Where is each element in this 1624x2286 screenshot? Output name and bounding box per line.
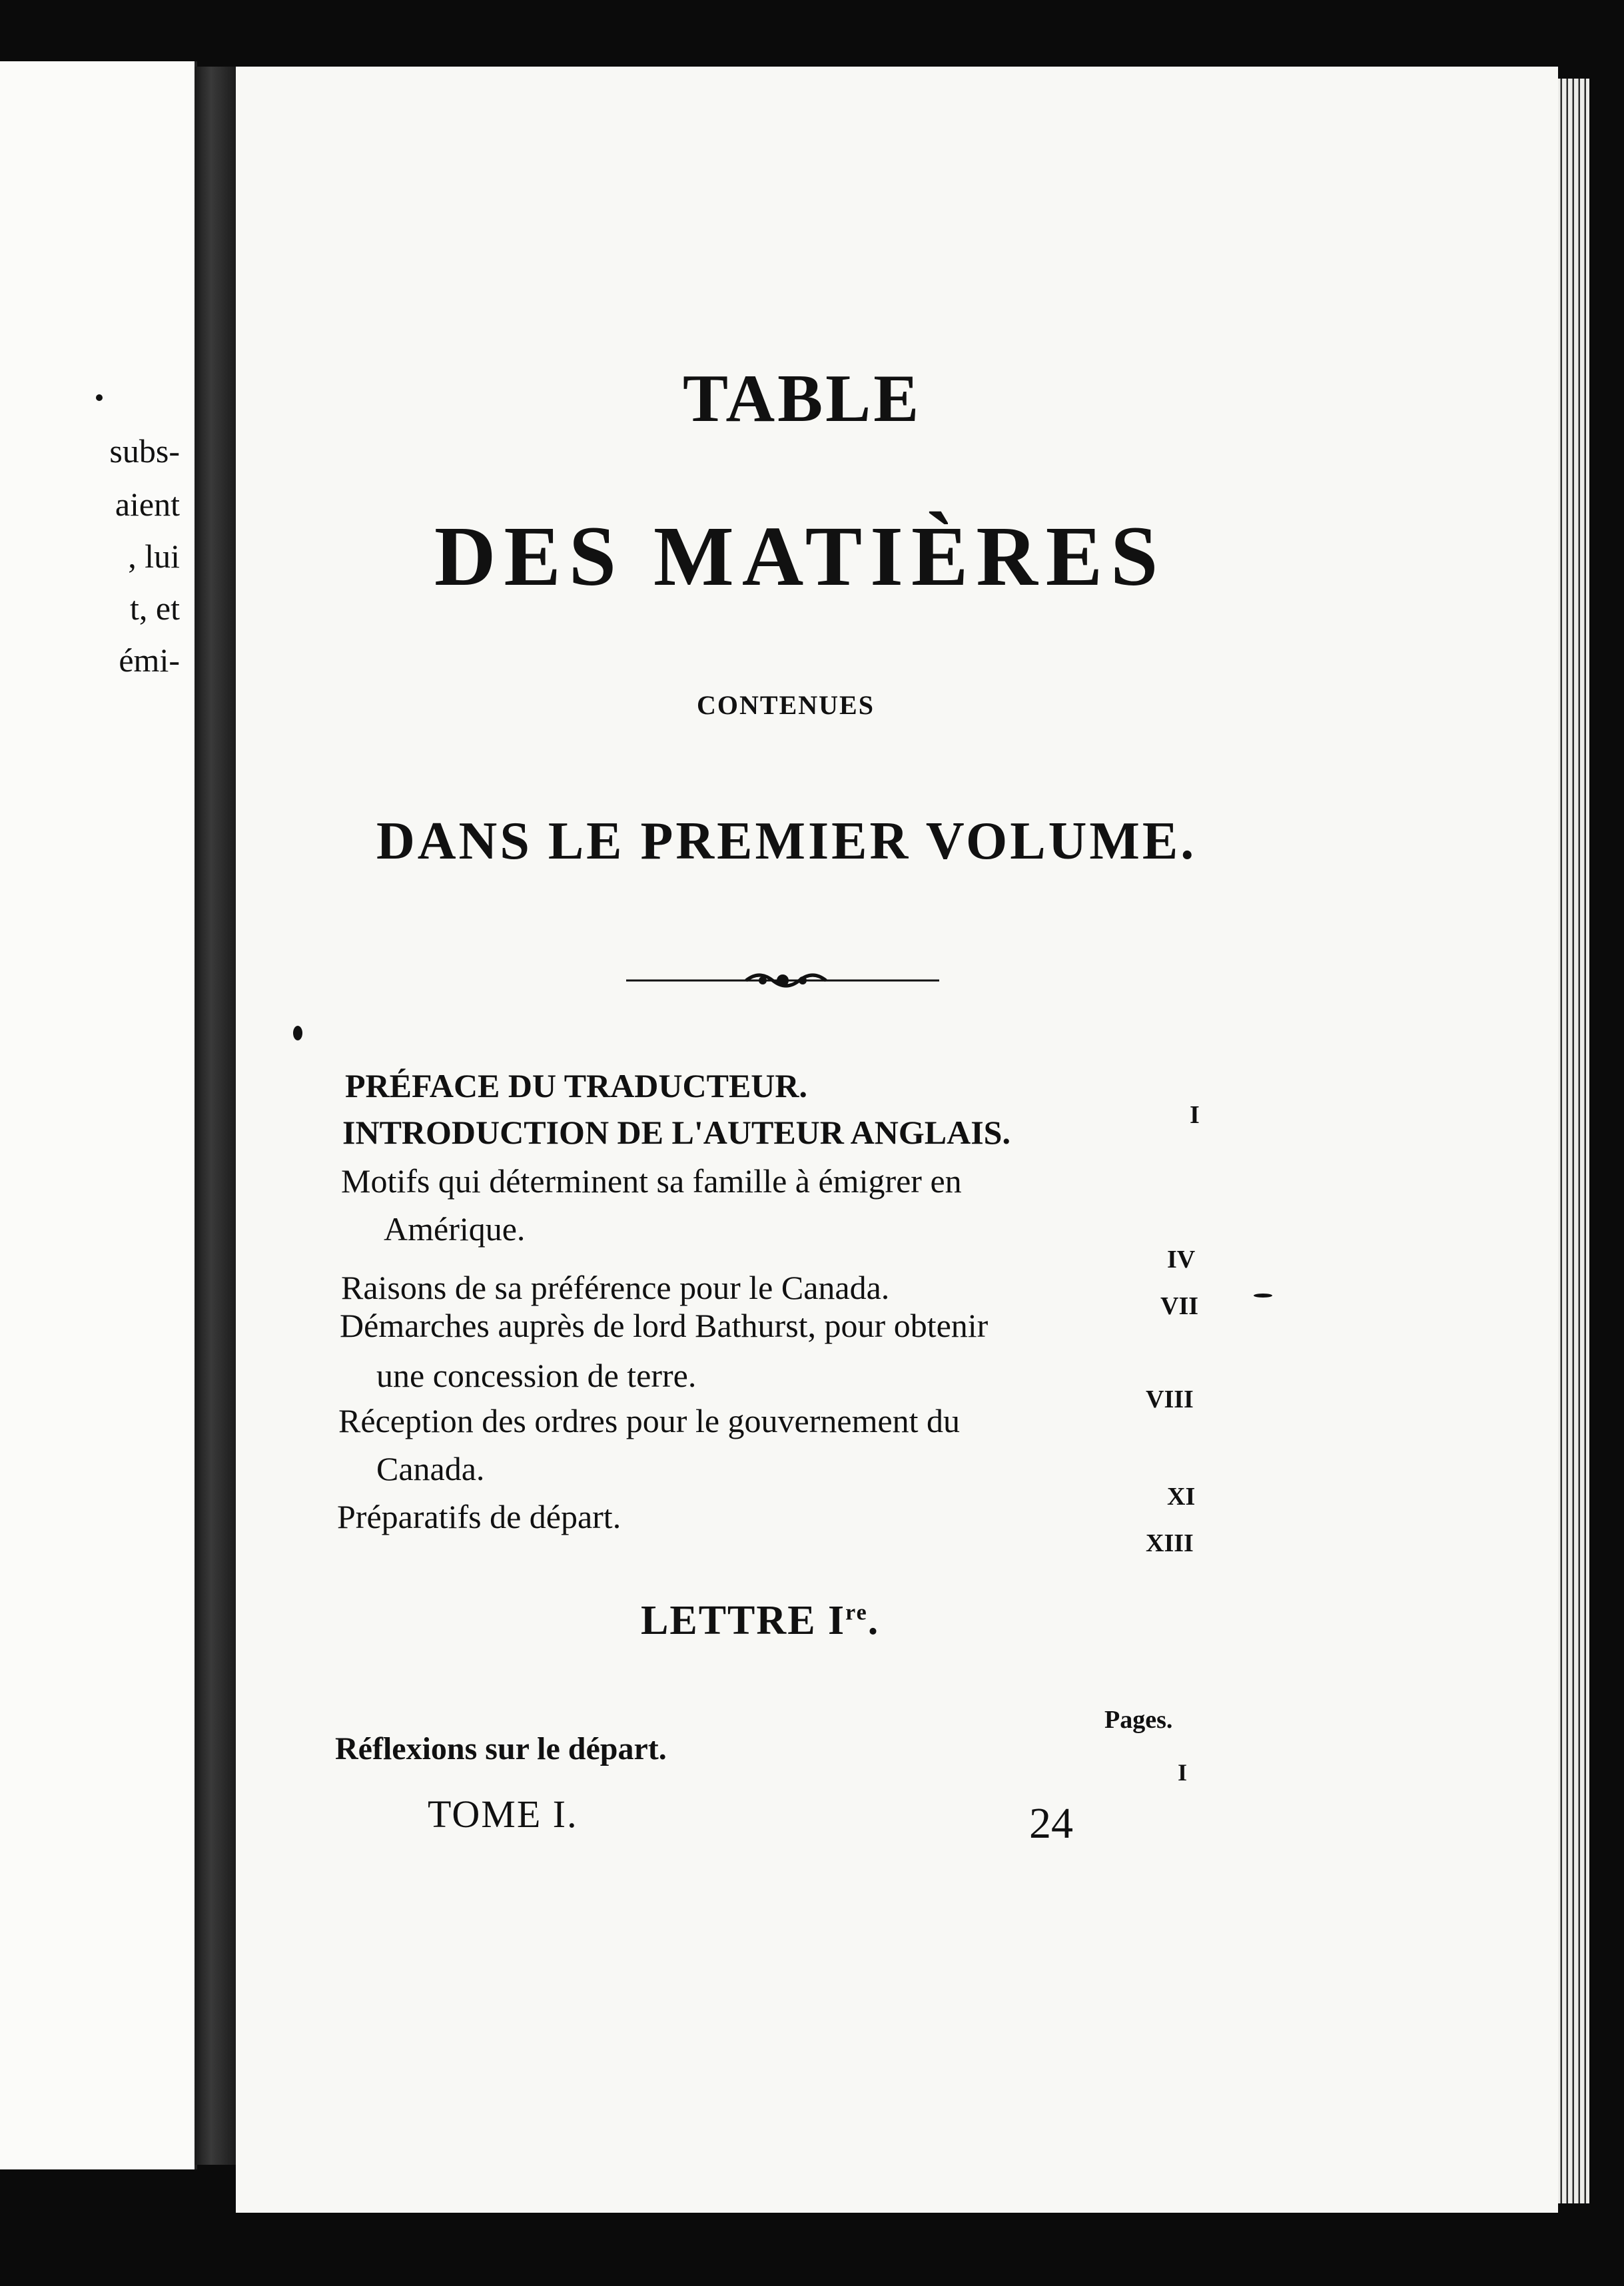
book-gutter: [195, 67, 236, 2165]
page-number: I: [1178, 1759, 1188, 1786]
letter-heading-text: LETTRE I: [641, 1598, 846, 1643]
volume-heading: DANS LE PREMIER VOLUME.: [376, 812, 1197, 871]
tome-label: TOME I.: [428, 1792, 578, 1836]
toc-entry: Réflexions sur le départ.: [335, 1731, 667, 1766]
left-fragment-line: subs-: [109, 432, 180, 470]
ink-speck: [1254, 1294, 1272, 1298]
pages-label: Pages.: [1104, 1706, 1173, 1734]
toc-entry: Raisons de sa préférence pour le Canada.: [341, 1269, 890, 1306]
ink-speck: [293, 1026, 302, 1040]
contenues-label: CONTENUES: [697, 690, 875, 720]
left-fragment-line: aient: [115, 486, 180, 523]
left-fragment-line: , lui: [128, 538, 180, 575]
toc-entry: Préparatifs de départ.: [337, 1498, 621, 1535]
toc-entry: PRÉFACE DU TRADUCTEUR.: [345, 1067, 808, 1104]
toc-entry: Motifs qui déterminent sa famille à émigrer en: [341, 1162, 962, 1200]
toc-entry: INTRODUCTION DE L'AUTEUR ANGLAIS.: [342, 1114, 1011, 1151]
signature-mark: 24: [1029, 1799, 1073, 1848]
page-title: TABLE: [683, 361, 922, 436]
page-number: VIII: [1146, 1385, 1194, 1413]
page-number: XIII: [1146, 1529, 1194, 1557]
letter-heading-sup: re: [845, 1600, 868, 1625]
page-number: XI: [1167, 1483, 1196, 1511]
toc-entry: Réception des ordres pour le gouvernement du: [338, 1402, 961, 1439]
letter-heading-suffix: .: [867, 1598, 880, 1643]
toc-entry: Canada.: [376, 1450, 485, 1487]
page-number: VII: [1160, 1292, 1199, 1320]
page-number: I: [1190, 1101, 1200, 1129]
letter-heading: [641, 1597, 879, 1645]
page-number: IV: [1167, 1246, 1196, 1274]
page-subtitle: DES MATIÈRES: [434, 509, 1166, 603]
left-page-fragment: [0, 61, 197, 2169]
ornament-divider: [626, 967, 939, 994]
toc-entry: Démarches auprès de lord Bathurst, pour obtenir: [340, 1307, 989, 1344]
toc-entry: Amérique.: [384, 1210, 526, 1248]
left-fragment-line: t, et: [130, 589, 180, 627]
ink-speck: [96, 394, 103, 401]
left-fragment-line: émi-: [119, 641, 180, 679]
toc-entry: une concession de terre.: [376, 1357, 697, 1394]
